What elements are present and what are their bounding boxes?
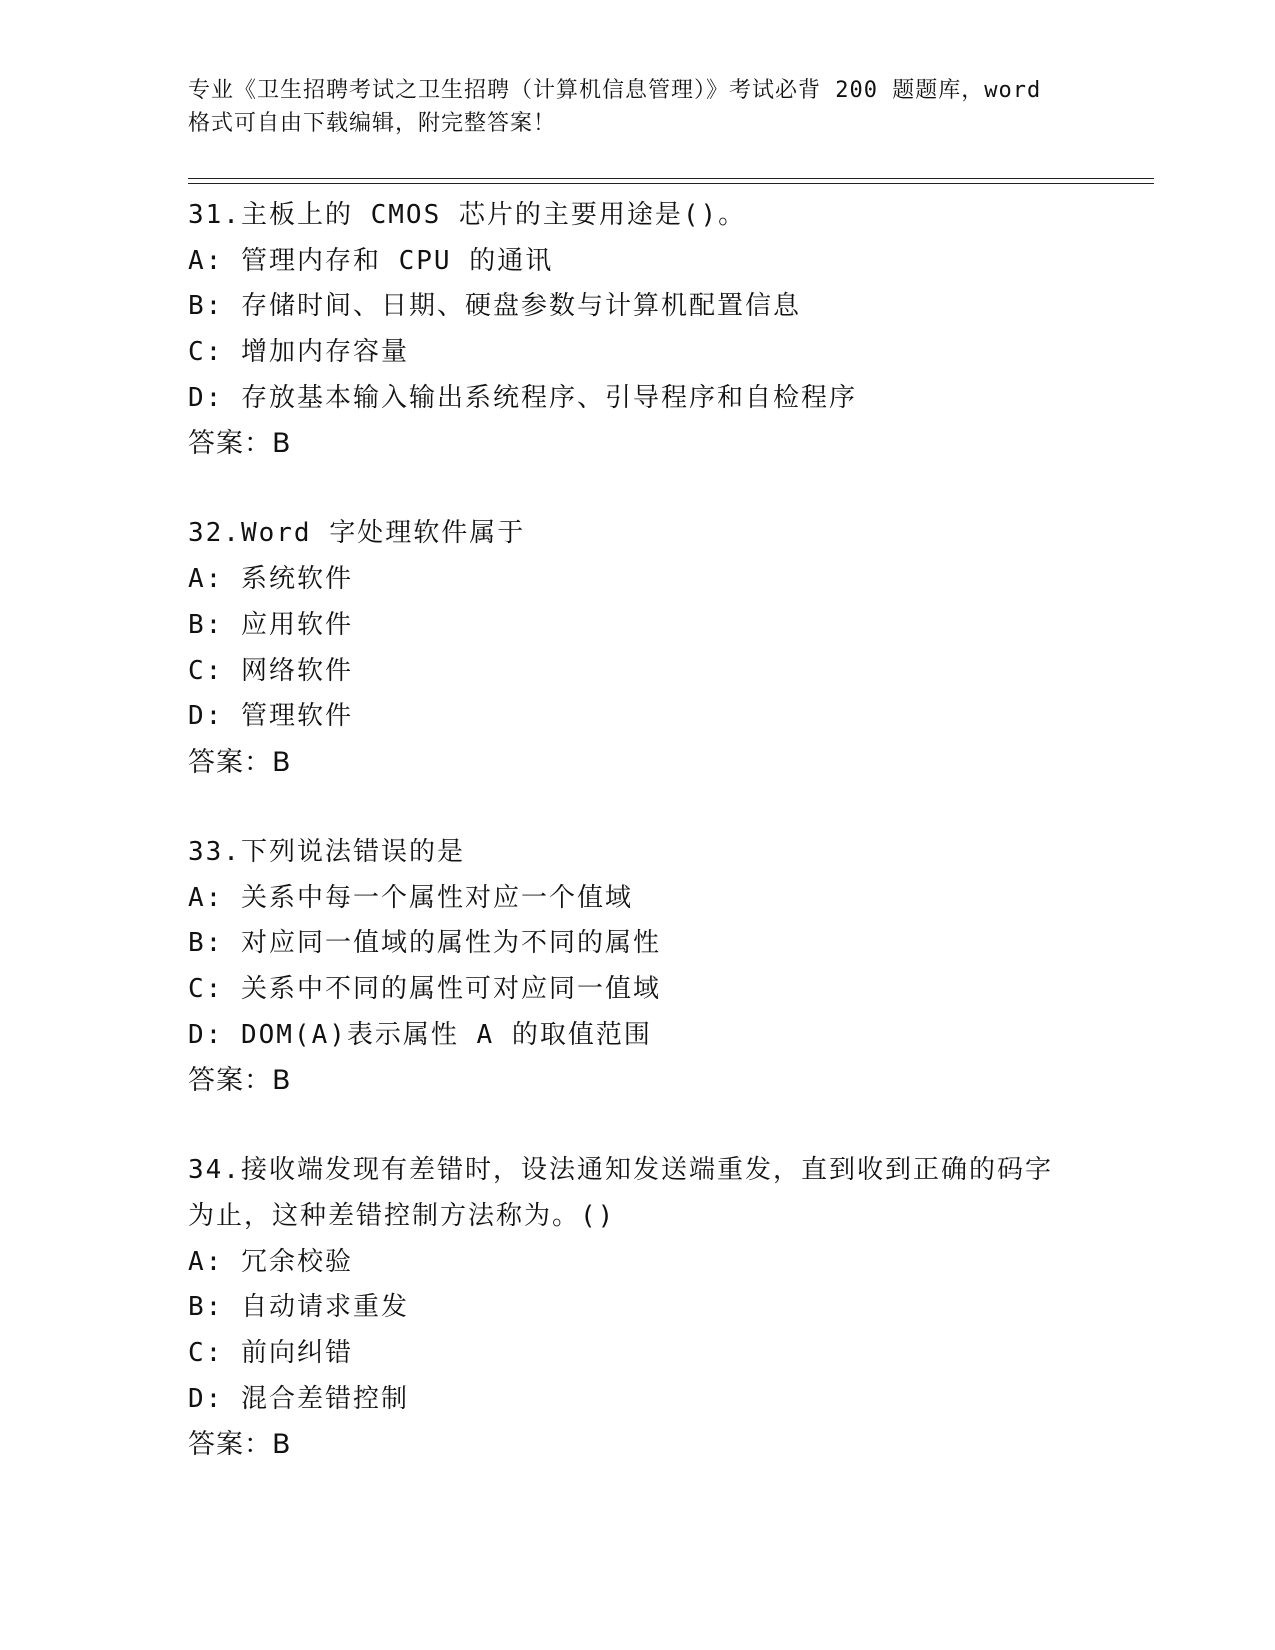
option-b: B: 对应同一值域的属性为不同的属性 (188, 928, 661, 959)
header-divider-bottom (188, 183, 1154, 184)
option-b: B: 应用软件 (188, 609, 353, 640)
option-d: D: 存放基本输入输出系统程序、引导程序和自检程序 (188, 382, 857, 413)
answer: 答案：B (188, 1065, 292, 1097)
option-d: D: 混合差错控制 (188, 1383, 409, 1414)
question-31 (188, 193, 1088, 466)
option-d: D: 管理软件 (188, 701, 353, 732)
option-c: C: 关系中不同的属性可对应同一值域 (188, 973, 661, 1004)
question-stem: 32.Word 字处理软件属于 (188, 518, 526, 549)
option-a: A: 关系中每一个属性对应一个值域 (188, 882, 633, 913)
document-header (188, 74, 1088, 140)
option-c: C: 网络软件 (188, 655, 353, 686)
option-a: A: 管理内存和 CPU 的通讯 (188, 245, 554, 276)
question-32 (188, 511, 1088, 784)
question-list (188, 193, 1088, 1512)
answer: 答案：B (188, 746, 292, 778)
question-33 (188, 830, 1088, 1103)
option-a: A: 冗余校验 (188, 1246, 353, 1277)
question-stem: 33.下列说法错误的是 (188, 836, 465, 867)
question-34 (188, 1148, 1088, 1467)
option-b: B: 存储时间、日期、硬盘参数与计算机配置信息 (188, 291, 801, 322)
answer: 答案：B (188, 428, 292, 460)
header-line-2: 格式可自由下载编辑，附完整答案！ (188, 111, 557, 136)
question-stem: 34.接收端发现有差错时，设法通知发送端重发，直到收到正确的码字 (188, 1155, 1053, 1186)
question-stem-continued: 为止，这种差错控制方法称为。() (188, 1201, 616, 1231)
option-a: A: 系统软件 (188, 564, 353, 595)
option-c: C: 增加内存容量 (188, 337, 409, 368)
header-line-1: 专业《卫生招聘考试之卫生招聘（计算机信息管理）》考试必背 200 题题库，word (188, 78, 1042, 103)
header-divider-top (188, 178, 1154, 179)
question-stem: 31.主板上的 CMOS 芯片的主要用途是()。 (188, 200, 747, 230)
option-b: B: 自动请求重发 (188, 1292, 409, 1323)
option-d: D: DOM(A)表示属性 A 的取值范围 (188, 1019, 652, 1050)
option-c: C: 前向纠错 (188, 1338, 353, 1369)
answer: 答案：B (188, 1429, 292, 1461)
